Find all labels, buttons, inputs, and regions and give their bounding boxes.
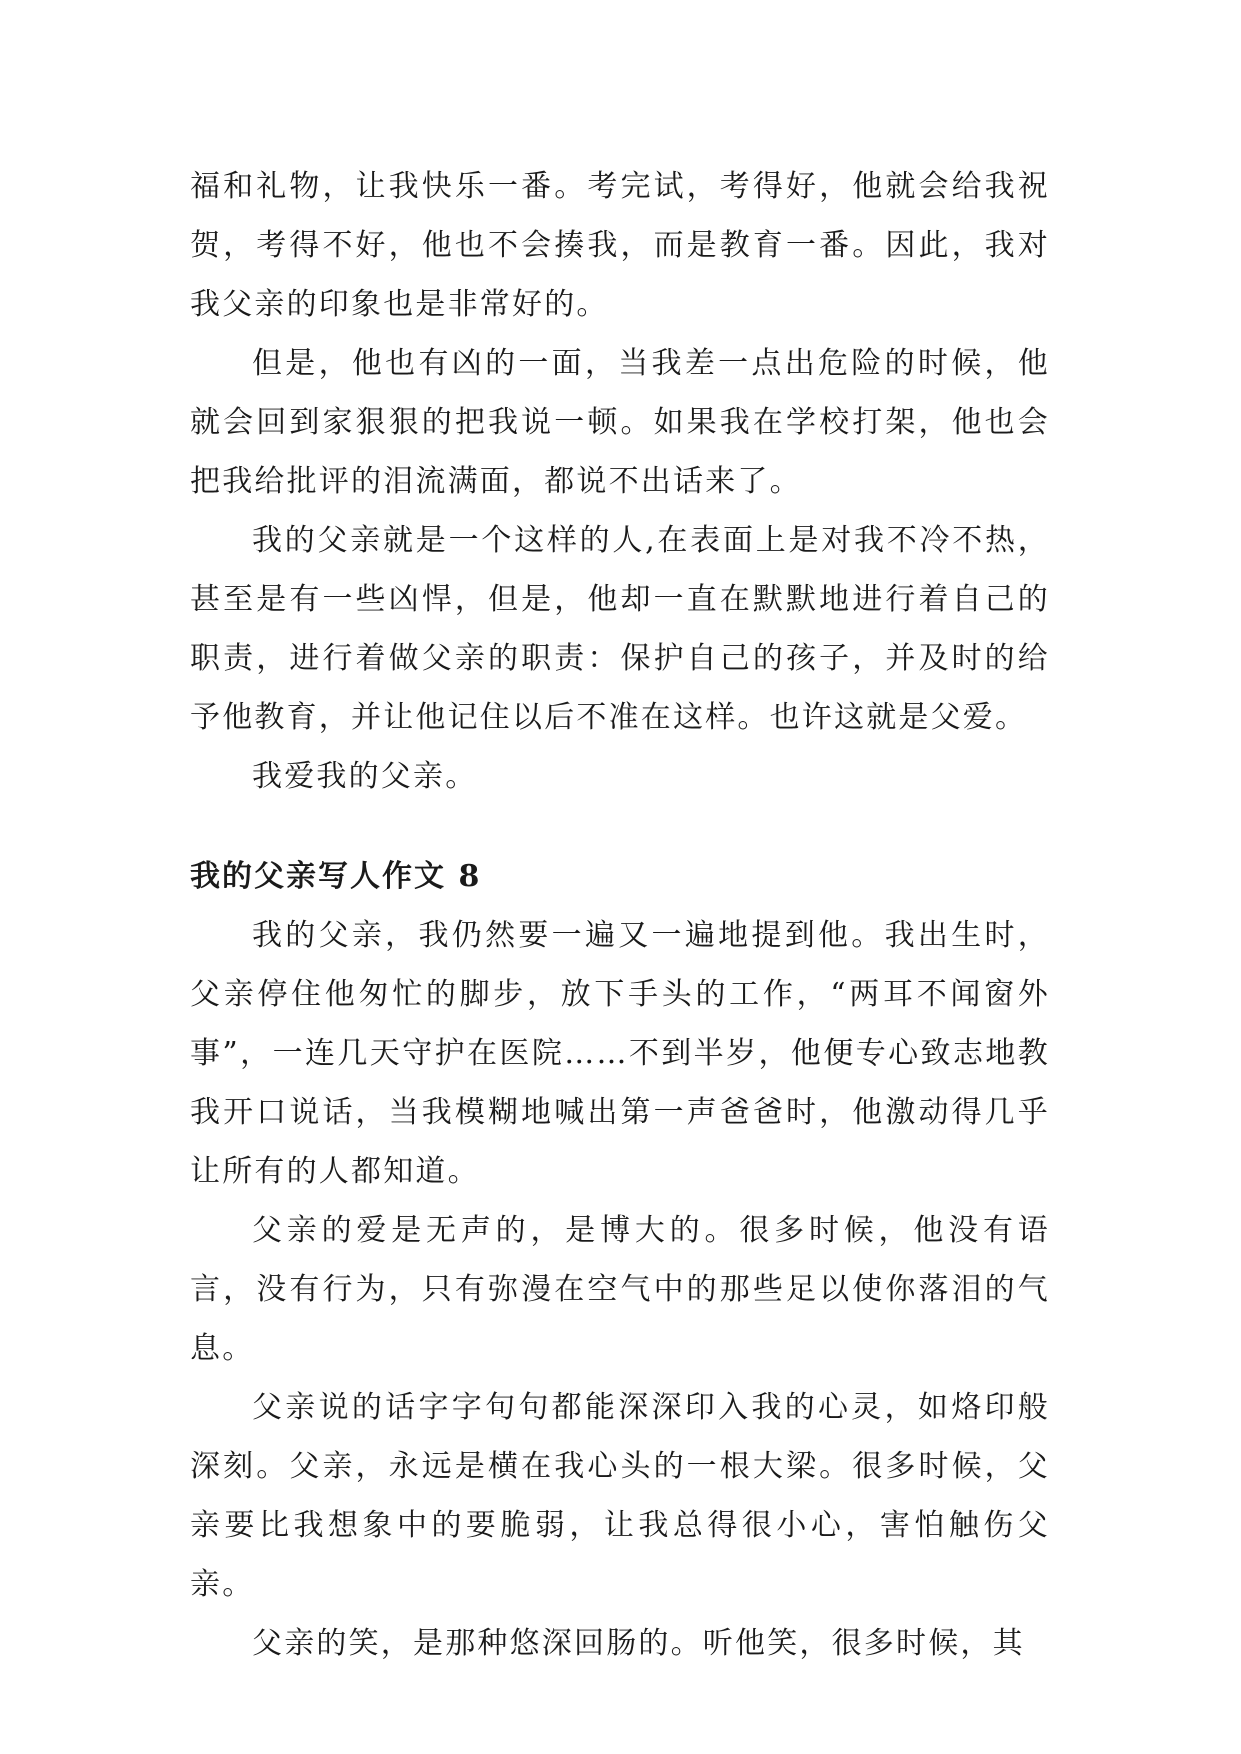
paragraph: 父亲说的话字字句句都能深深印入我的心灵，如烙印般深刻。父亲，永远是横在我心头的一根大梁。很多时候，父亲要比我想象中的要脆弱，让我总得很小心，害怕触伤父亲。 <box>190 1390 1050 1602</box>
essay-title: 我的父亲写人作文 8 <box>190 859 482 894</box>
paragraph: 父亲的爱是无声的，是博大的。很多时候，他没有语言，没有行为，只有弥漫在空气中的那些足以使你落泪的气息。 <box>190 1213 1050 1366</box>
paragraph: 父亲的笑，是那种悠深回肠的。听他笑，很多时候，其 <box>252 1626 1025 1661</box>
paragraph: 我的父亲就是一个这样的人,在表面上是对我不冷不热，甚至是有一些凶悍，但是，他却一直在默默地进行着自己的职责，进行着做父亲的职责：保护自己的孩子，并及时的给予他教育，并让他记住以后不准在这样。也许这就是父爱。 <box>190 523 1050 735</box>
paragraph: 福和礼物，让我快乐一番。考完试，考得好，他就会给我祝贺，考得不好，他也不会揍我，而是教育一番。因此，我对我父亲的印象也是非常好的。 <box>190 169 1050 322</box>
essay-8 <box>190 847 1050 1673</box>
paragraph: 但是，他也有凶的一面，当我差一点出危险的时候，他就会回到家狠狠的把我说一顿。如果我在学校打架，他也会把我给批评的泪流满面，都说不出话来了。 <box>190 346 1050 499</box>
essay-continuation <box>190 157 1050 806</box>
paragraph: 我的父亲，我仍然要一遍又一遍地提到他。我出生时，父亲停住他匆忙的脚步，放下手头的工作，“两耳不闻窗外事”，一连几天守护在医院……不到半岁，他便专心致志地教我开口说话，当我模糊地喊出第一声爸爸时，他激动得几乎让所有的人都知道。 <box>190 918 1050 1189</box>
paragraph: 我爱我的父亲。 <box>252 759 478 794</box>
